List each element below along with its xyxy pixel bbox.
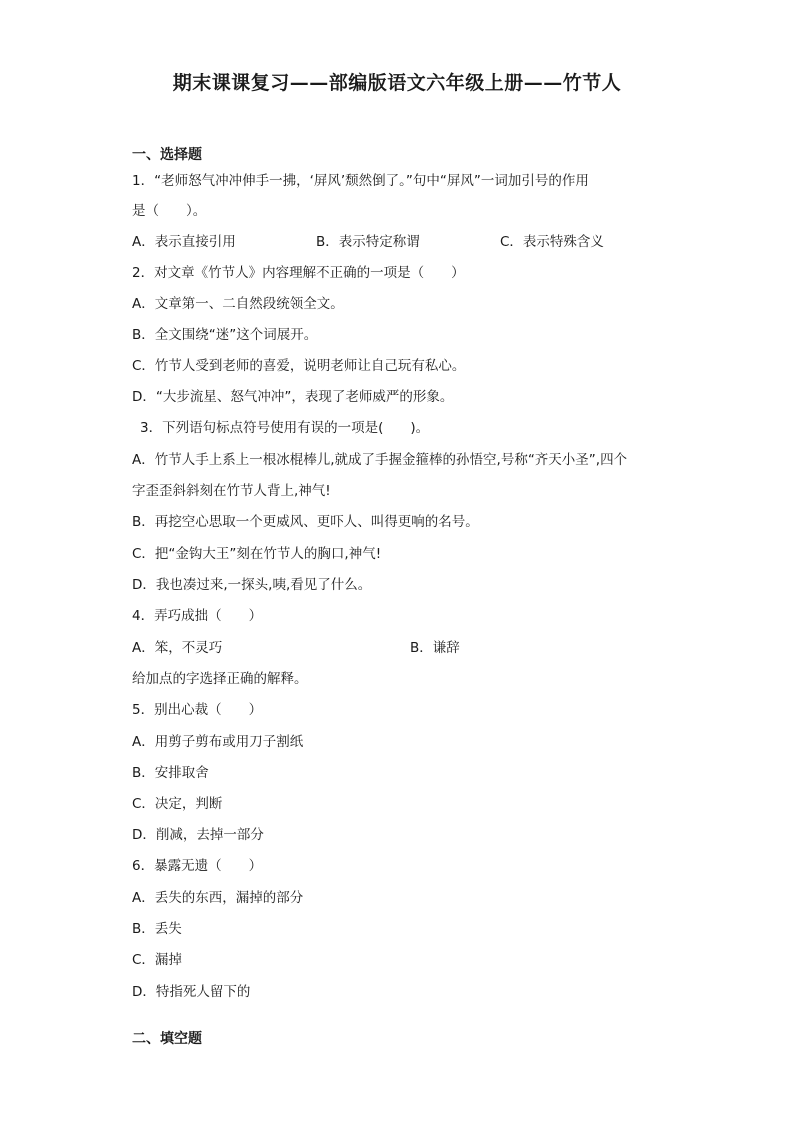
question-1-line-1: 1．“老师怒气冲冲伸手一拂，‘屏风’颓然倒了。”句中“屏风”一词加引号的作用 bbox=[132, 173, 589, 189]
instruction-note: 给加点的字选择正确的解释。 bbox=[132, 671, 308, 687]
question-3-option-c: C．把“金钩大王”刻在竹节人的胸口,神气! bbox=[132, 546, 382, 562]
question-4-option-a: A．笨，不灵巧 bbox=[132, 640, 223, 656]
question-2: 2．对文章《竹节人》内容理解不正确的一项是（ ） bbox=[132, 265, 465, 281]
question-5-option-c: C．决定，判断 bbox=[132, 796, 223, 812]
question-6-option-a: A．丢失的东西，漏掉的部分 bbox=[132, 890, 304, 906]
question-5: 5．别出心裁（ ） bbox=[132, 702, 263, 718]
question-3: 3．下列语句标点符号使用有误的一项是( )。 bbox=[140, 420, 430, 436]
question-3-option-d: D．我也凑过来,一探头,咦,看见了什么。 bbox=[132, 577, 372, 593]
question-5-option-b: B．安排取舍 bbox=[132, 765, 209, 781]
section-heading-fill-in: 二、填空题 bbox=[132, 1031, 202, 1047]
question-6: 6．暴露无遗（ ） bbox=[132, 858, 263, 874]
question-2-option-c: C．竹节人受到老师的喜爱，说明老师让自己玩有私心。 bbox=[132, 358, 466, 374]
question-4: 4．弄巧成拙（ ） bbox=[132, 608, 263, 624]
question-1-option-a: A．表示直接引用 bbox=[132, 234, 236, 250]
question-6-option-b: B．丢失 bbox=[132, 921, 182, 937]
question-5-option-d: D．削减，去掉一部分 bbox=[132, 827, 264, 843]
question-3-option-b: B．再挖空心思取一个更威风、更吓人、叫得更响的名号。 bbox=[132, 514, 479, 530]
question-1-line-2: 是（ ）。 bbox=[132, 203, 207, 219]
question-5-option-a: A．用剪子剪布或用刀子割纸 bbox=[132, 734, 304, 750]
question-6-option-d: D．特指死人留下的 bbox=[132, 984, 251, 1000]
question-1-option-c: C．表示特殊含义 bbox=[500, 234, 604, 250]
question-3-option-a-line-1: A．竹节人手上系上一根冰棍棒儿,就成了手握金箍棒的孙悟空,号称“齐天小圣”,四个 bbox=[132, 452, 628, 468]
question-1-option-b: B．表示特定称谓 bbox=[316, 234, 420, 250]
document-title: 期末课课复习——部编版语文六年级上册——竹节人 bbox=[172, 72, 622, 94]
question-6-option-c: C．漏掉 bbox=[132, 952, 182, 968]
question-2-option-d: D．“大步流星、怒气冲冲”，表现了老师威严的形象。 bbox=[132, 389, 454, 405]
question-4-option-b: B．谦辞 bbox=[410, 640, 460, 656]
section-heading-choice: 一、选择题 bbox=[132, 147, 202, 163]
question-3-option-a-line-2: 字歪歪斜斜刻在竹节人背上,神气! bbox=[132, 483, 331, 499]
question-2-option-a: A．文章第一、二自然段统领全文。 bbox=[132, 296, 344, 312]
question-2-option-b: B．全文围绕“迷”这个词展开。 bbox=[132, 327, 318, 343]
